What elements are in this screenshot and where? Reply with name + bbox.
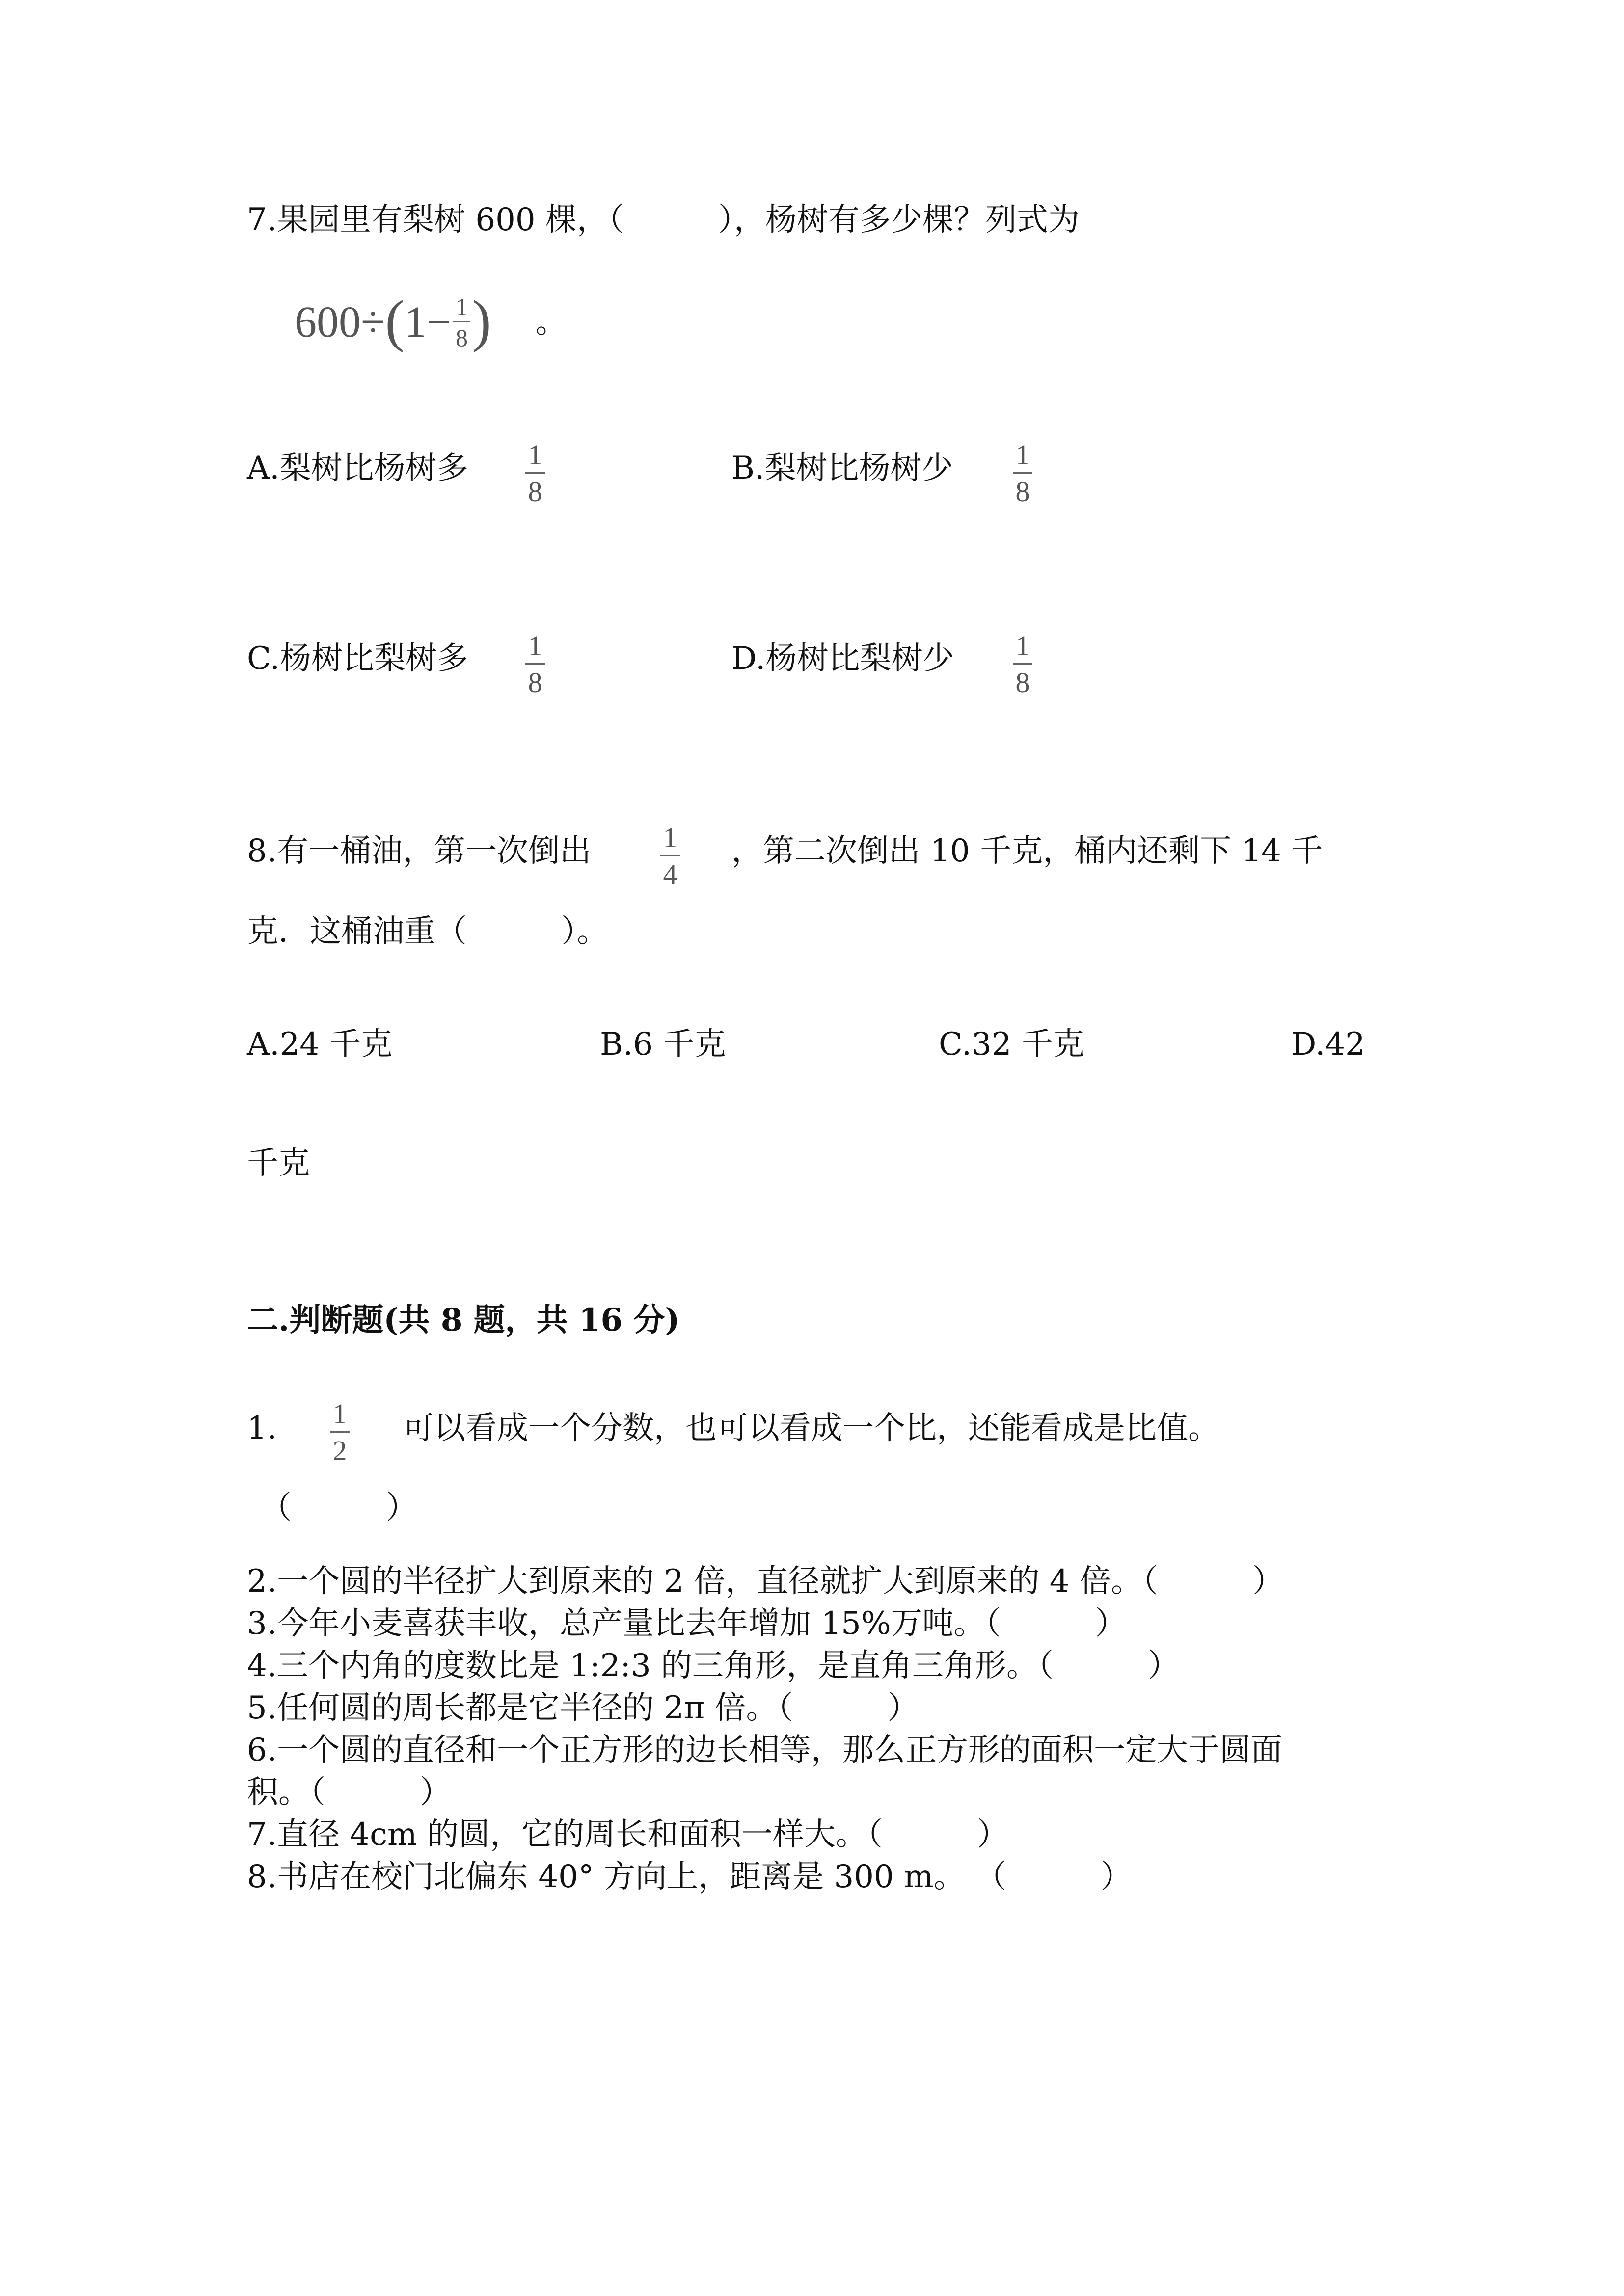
formula-fraction [453, 294, 470, 350]
tf-item-2: 2.一个圆的半径扩大到原来的 2 倍，直径就扩大到原来的 4 倍。（ ） [247, 1563, 1284, 1600]
q7-option-d[interactable]: D.杨树比梨树少 [731, 641, 954, 677]
fraction-denominator: 8 [528, 667, 542, 698]
q8-option-c[interactable]: C.32 千克 [939, 1026, 1084, 1063]
q8-fraction [660, 824, 680, 889]
fraction-bar [1013, 472, 1032, 474]
q8-option-d[interactable]: D.42 [1291, 1026, 1365, 1063]
fraction-denominator: 2 [332, 1435, 347, 1467]
q7-option-b[interactable]: B.梨树比杨树少 [731, 450, 953, 486]
q7-formula [295, 288, 567, 353]
fraction-denominator: 8 [1015, 667, 1030, 698]
q8-stem-line2: 克．这桶油重（ ）。 [247, 913, 608, 950]
q8-option-b[interactable]: B.6 千克 [600, 1026, 726, 1063]
fraction-bar [525, 472, 545, 474]
formula-lead: 600÷ [295, 297, 385, 347]
q7-option-b-fraction [1013, 441, 1032, 506]
q8-stem-part2: ，第二次倒出 10 千克，桶内还剩下 14 千 [731, 833, 1323, 869]
fraction-denominator: 8 [528, 476, 542, 507]
fraction-bar [1013, 663, 1032, 665]
fraction-bar [330, 1431, 350, 1433]
fraction-denominator: 8 [1015, 476, 1030, 507]
fraction-numerator: 1 [663, 822, 677, 854]
fraction-numerator: 1 [528, 630, 542, 662]
q7-stem: 7.果园里有梨树 600 棵，（ ），杨树有多少棵？列式为 [247, 202, 1080, 238]
fraction-numerator: 1 [332, 1398, 347, 1430]
fraction-numerator: 1 [528, 439, 542, 471]
formula-fraction-denominator: 8 [455, 324, 468, 351]
tf-item-3: 3.今年小麦喜获丰收，总产量比去年增加 15%万吨。（ ） [247, 1605, 1127, 1642]
q7-option-a[interactable]: A.梨树比杨树多 [247, 450, 468, 486]
fraction-numerator: 1 [1015, 439, 1030, 471]
tf-q1-text: 可以看成一个分数，也可以看成一个比，还能看成是比值。 [403, 1410, 1219, 1446]
q7-option-a-fraction [525, 441, 545, 506]
tf-item-8: 8.书店在校门北偏东 40° 方向上，距离是 300 m。 （ ） [247, 1859, 1133, 1895]
q7-option-d-fraction [1013, 632, 1032, 697]
tf-item-5: 5.任何圆的周长都是它半径的 2π 倍。（ ） [247, 1690, 919, 1726]
section-title: 二.判断题(共 8 题，共 16 分) [247, 1302, 680, 1338]
formula-tail: 。 [535, 304, 567, 341]
formula-fraction-numerator: 1 [455, 293, 468, 320]
tf-item-6-wrap: 积。（ ） [247, 1774, 451, 1811]
tf-q1-bracket[interactable]: （ ） [260, 1490, 417, 1526]
formula-open-paren: ( [385, 288, 405, 353]
formula-fraction-bar [453, 321, 470, 322]
tf-item-4: 4.三个内角的度数比是 1:2:3 的三角形，是直角三角形。（ ） [247, 1648, 1180, 1684]
tf-q1-number: 1. [247, 1410, 277, 1446]
fraction-bar [660, 855, 680, 856]
q8-option-d-wrap: 千克 [247, 1145, 310, 1181]
q7-option-c[interactable]: C.杨树比梨树多 [247, 641, 469, 677]
fraction-numerator: 1 [1015, 630, 1030, 662]
formula-one-minus: 1− [404, 297, 452, 347]
q8-option-a[interactable]: A.24 千克 [247, 1026, 393, 1063]
tf-item-6: 6.一个圆的直径和一个正方形的边长相等，那么正方形的面积一定大于圆面 [247, 1732, 1283, 1768]
fraction-bar [525, 663, 545, 665]
tf-item-7: 7.直径 4cm 的圆，它的周长和面积一样大。（ ） [247, 1816, 1008, 1853]
tf-q1-fraction [330, 1400, 350, 1465]
fraction-denominator: 4 [663, 858, 677, 890]
q7-option-c-fraction [525, 632, 545, 697]
q8-stem-part1: 8.有一桶油，第一次倒出 [247, 833, 592, 869]
formula-close-paren: ) [472, 288, 491, 353]
